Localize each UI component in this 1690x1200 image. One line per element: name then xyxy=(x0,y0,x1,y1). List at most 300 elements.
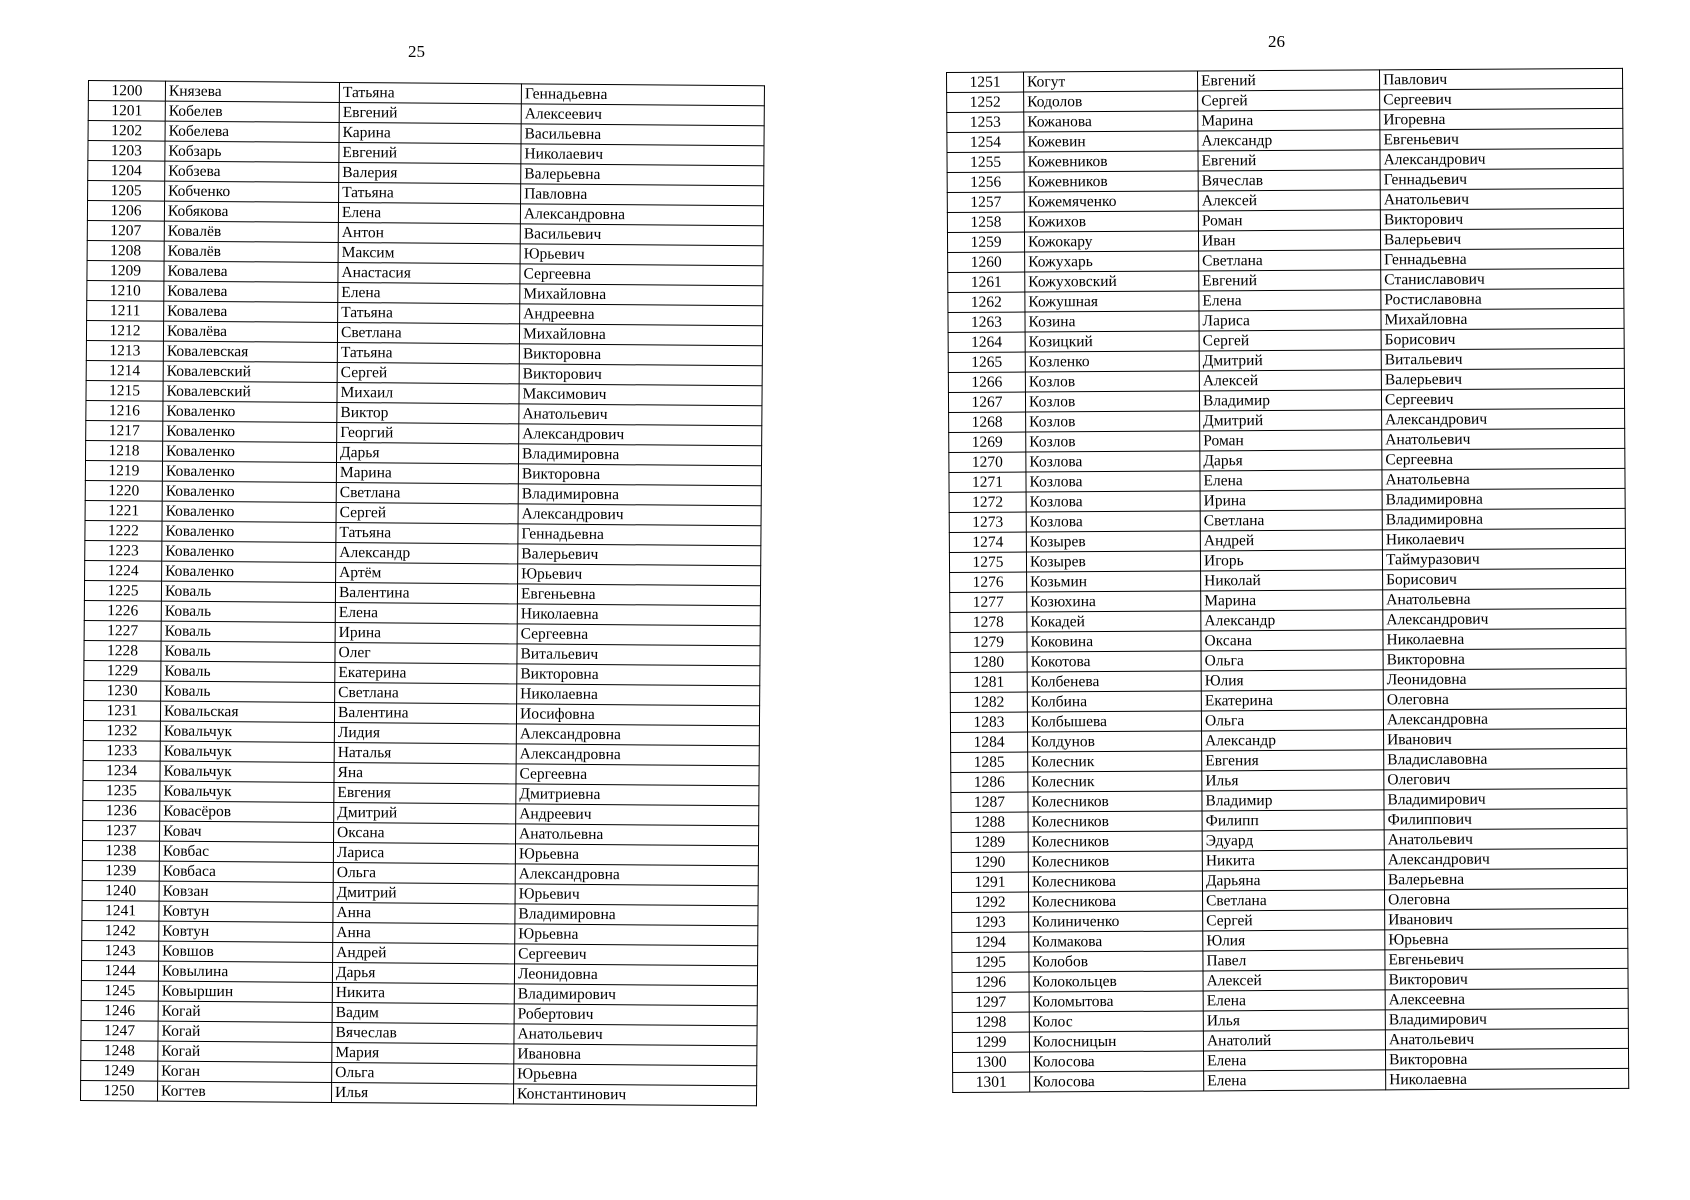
surname-cell: Кожихов xyxy=(1024,211,1198,232)
row-number-cell: 1233 xyxy=(83,740,160,761)
first-name-cell: Татьяна xyxy=(336,522,518,543)
row-number-cell: 1283 xyxy=(950,712,1027,732)
patronymic-cell: Сергеевич xyxy=(1381,388,1624,409)
first-name-cell: Дарья xyxy=(332,962,514,983)
surname-cell: Кобелева xyxy=(165,121,339,142)
patronymic-cell: Николаевна xyxy=(1383,628,1626,649)
surname-cell: Ковшов xyxy=(159,941,333,962)
surname-cell: Козицкий xyxy=(1025,331,1199,352)
surname-cell: Когтев xyxy=(157,1081,331,1102)
patronymic-cell: Владимировна xyxy=(1382,488,1625,509)
first-name-cell: Юлия xyxy=(1201,670,1383,691)
row-number-cell: 1247 xyxy=(81,1020,158,1041)
patronymic-cell: Михайловна xyxy=(1381,308,1624,329)
row-number-cell: 1230 xyxy=(84,680,161,701)
surname-cell: Кобякова xyxy=(164,201,338,222)
first-name-cell: Артём xyxy=(336,562,518,583)
surname-cell: Колесников xyxy=(1028,791,1202,812)
row-number-cell: 1300 xyxy=(952,1052,1029,1072)
first-name-cell: Лидия xyxy=(334,722,516,743)
table-row xyxy=(80,1080,756,1105)
patronymic-cell: Николаевич xyxy=(521,144,764,166)
patronymic-cell: Александрович xyxy=(518,504,761,526)
first-name-cell: Эдуард xyxy=(1202,830,1384,851)
row-number-cell: 1259 xyxy=(947,232,1024,252)
patronymic-cell: Дмитриевна xyxy=(516,784,759,806)
patronymic-cell: Иосифовна xyxy=(516,704,759,726)
first-name-cell: Дарья xyxy=(1200,450,1382,471)
first-name-cell: Дарья xyxy=(337,442,519,463)
patronymic-cell: Владимировна xyxy=(515,904,758,926)
row-number-cell: 1256 xyxy=(947,172,1024,192)
row-number-cell: 1208 xyxy=(87,240,164,261)
surname-cell: Кожокару xyxy=(1024,231,1198,252)
surname-cell: Коваленко xyxy=(162,561,336,582)
row-number-cell: 1252 xyxy=(947,92,1024,112)
first-name-cell: Татьяна xyxy=(338,302,520,323)
surname-cell: Коломытова xyxy=(1029,991,1203,1012)
patronymic-cell: Павлович xyxy=(1379,68,1622,89)
surname-cell: Коваленко xyxy=(162,521,336,542)
surname-cell: Кожушная xyxy=(1025,291,1199,312)
patronymic-cell: Геннадьевна xyxy=(521,84,764,106)
row-number-cell: 1231 xyxy=(83,700,160,721)
row-number-cell: 1273 xyxy=(949,512,1026,532)
names-table-right xyxy=(946,68,1629,1093)
first-name-cell: Евгений xyxy=(1199,270,1381,291)
row-number-cell: 1251 xyxy=(947,72,1024,92)
first-name-cell: Светлана xyxy=(1200,510,1382,531)
first-name-cell: Мария xyxy=(332,1042,514,1063)
surname-cell: Ковылина xyxy=(158,961,332,982)
surname-cell: Когай xyxy=(158,1001,332,1022)
table-row xyxy=(953,1068,1629,1092)
row-number-cell: 1286 xyxy=(951,772,1028,792)
row-number-cell: 1236 xyxy=(83,800,160,821)
row-number-cell: 1262 xyxy=(948,292,1025,312)
patronymic-cell: Сергеевна xyxy=(517,624,760,646)
patronymic-cell: Борисович xyxy=(1383,568,1626,589)
first-name-cell: Ольга xyxy=(333,862,515,883)
surname-cell: Козлова xyxy=(1026,511,1200,532)
surname-cell: Кобзарь xyxy=(165,141,339,162)
row-number-cell: 1225 xyxy=(84,580,161,601)
row-number-cell: 1298 xyxy=(952,1012,1029,1032)
first-name-cell: Николай xyxy=(1201,570,1383,591)
patronymic-cell: Витальевич xyxy=(1381,348,1624,369)
first-name-cell: Марина xyxy=(1198,110,1380,131)
first-name-cell: Дмитрий xyxy=(1199,350,1381,371)
row-number-cell: 1276 xyxy=(950,572,1027,592)
row-number-cell: 1287 xyxy=(951,792,1028,812)
patronymic-cell: Александрович xyxy=(1382,408,1625,429)
row-number-cell: 1223 xyxy=(85,540,162,561)
row-number-cell: 1217 xyxy=(86,420,163,441)
surname-cell: Кобелев xyxy=(165,101,339,122)
row-number-cell: 1270 xyxy=(949,452,1026,472)
patronymic-cell: Алексеевич xyxy=(521,104,764,126)
surname-cell: Коваль xyxy=(161,681,335,702)
surname-cell: Коваленко xyxy=(162,541,336,562)
patronymic-cell: Анатольевич xyxy=(519,404,762,426)
row-number-cell: 1241 xyxy=(82,900,159,921)
first-name-cell: Павел xyxy=(1203,950,1385,971)
first-name-cell: Андрей xyxy=(1200,530,1382,551)
patronymic-cell: Валерьевна xyxy=(1384,868,1627,889)
first-name-cell: Максим xyxy=(338,242,520,263)
first-name-cell: Валерия xyxy=(339,162,521,183)
surname-cell: Кокотова xyxy=(1027,651,1201,672)
first-name-cell: Елена xyxy=(1204,1070,1386,1091)
patronymic-cell: Леонидовна xyxy=(1383,668,1626,689)
first-name-cell: Карина xyxy=(339,122,521,143)
surname-cell: Ковзан xyxy=(159,881,333,902)
row-number-cell: 1238 xyxy=(82,840,159,861)
surname-cell: Кобченко xyxy=(165,181,339,202)
row-number-cell: 1278 xyxy=(950,612,1027,632)
names-table-left xyxy=(80,80,765,1106)
patronymic-cell: Андреевич xyxy=(516,804,759,826)
row-number-cell: 1214 xyxy=(86,360,163,381)
patronymic-cell: Анатольевич xyxy=(1384,828,1627,849)
first-name-cell: Татьяна xyxy=(339,182,521,203)
first-name-cell: Сергей xyxy=(1198,90,1380,111)
patronymic-cell: Александровна xyxy=(516,724,759,746)
patronymic-cell: Викторовна xyxy=(1383,648,1626,669)
surname-cell: Коган xyxy=(158,1061,332,1082)
row-number-cell: 1291 xyxy=(951,872,1028,892)
first-name-cell: Александр xyxy=(1202,730,1384,751)
first-name-cell: Вячеслав xyxy=(1198,170,1380,191)
first-name-cell: Ольга xyxy=(332,1062,514,1083)
row-number-cell: 1279 xyxy=(950,632,1027,652)
patronymic-cell: Геннадьевна xyxy=(518,524,761,546)
surname-cell: Ковальчук xyxy=(160,761,334,782)
row-number-cell: 1296 xyxy=(952,972,1029,992)
first-name-cell: Евгений xyxy=(1197,70,1379,91)
surname-cell: Колесников xyxy=(1028,831,1202,852)
patronymic-cell: Николаевна xyxy=(517,684,760,706)
surname-cell: Ковалёв xyxy=(164,221,338,242)
row-number-cell: 1285 xyxy=(951,752,1028,772)
first-name-cell: Вячеслав xyxy=(332,1022,514,1043)
surname-cell: Колбышева xyxy=(1027,711,1201,732)
first-name-cell: Иван xyxy=(1198,230,1380,251)
surname-cell: Кокадей xyxy=(1027,611,1201,632)
patronymic-cell: Евгеньевна xyxy=(517,584,760,606)
surname-cell: Козленко xyxy=(1025,351,1199,372)
first-name-cell: Филипп xyxy=(1202,810,1384,831)
row-number-cell: 1228 xyxy=(84,640,161,661)
patronymic-cell: Александрович xyxy=(1384,848,1627,869)
patronymic-cell: Евгеньевич xyxy=(1380,128,1623,149)
row-number-cell: 1201 xyxy=(88,101,165,122)
surname-cell: Колесник xyxy=(1028,771,1202,792)
surname-cell: Кожевников xyxy=(1024,151,1198,172)
patronymic-cell: Михайловна xyxy=(519,324,762,346)
surname-cell: Ковальская xyxy=(160,701,334,722)
first-name-cell: Владимир xyxy=(1202,790,1384,811)
first-name-cell: Сергей xyxy=(1199,330,1381,351)
patronymic-cell: Викторовна xyxy=(518,464,761,486)
first-name-cell: Виктор xyxy=(337,402,519,423)
patronymic-cell: Викторовна xyxy=(519,344,762,366)
surname-cell: Ковалева xyxy=(164,261,338,282)
first-name-cell: Михаил xyxy=(337,382,519,403)
first-name-cell: Светлана xyxy=(336,482,518,503)
patronymic-cell: Николаевна xyxy=(517,604,760,626)
row-number-cell: 1289 xyxy=(951,832,1028,852)
patronymic-cell: Валерьевич xyxy=(518,544,761,566)
row-number-cell: 1207 xyxy=(87,220,164,241)
first-name-cell: Алексей xyxy=(1199,370,1381,391)
surname-cell: Козьмин xyxy=(1027,571,1201,592)
first-name-cell: Евгения xyxy=(334,782,516,803)
row-number-cell: 1246 xyxy=(81,1000,158,1021)
patronymic-cell: Владимирович xyxy=(1384,788,1627,809)
first-name-cell: Светлана xyxy=(1203,890,1385,911)
surname-cell: Колдунов xyxy=(1028,731,1202,752)
row-number-cell: 1212 xyxy=(86,320,163,341)
first-name-cell: Лариса xyxy=(333,842,515,863)
patronymic-cell: Анатольевич xyxy=(514,1024,757,1046)
patronymic-cell: Владиславовна xyxy=(1384,748,1627,769)
patronymic-cell: Ивановна xyxy=(514,1044,757,1066)
first-name-cell: Алексей xyxy=(1198,190,1380,211)
row-number-cell: 1226 xyxy=(84,600,161,621)
surname-cell: Ковыршин xyxy=(158,981,332,1002)
surname-cell: Козлов xyxy=(1025,391,1199,412)
patronymic-cell: Александрович xyxy=(519,424,762,446)
surname-cell: Козырев xyxy=(1026,551,1200,572)
surname-cell: Ковбаса xyxy=(159,861,333,882)
patronymic-cell: Юрьевна xyxy=(515,924,758,946)
patronymic-cell: Анатольевна xyxy=(1382,468,1625,489)
row-number-cell: 1203 xyxy=(88,141,165,162)
surname-cell: Когай xyxy=(158,1041,332,1062)
patronymic-cell: Павловна xyxy=(521,184,764,206)
surname-cell: Колбина xyxy=(1027,691,1201,712)
row-number-cell: 1227 xyxy=(84,620,161,641)
patronymic-cell: Николаевна xyxy=(1386,1068,1629,1089)
row-number-cell: 1290 xyxy=(951,852,1028,872)
patronymic-cell: Викторовна xyxy=(517,664,760,686)
surname-cell: Коваленко xyxy=(163,441,337,462)
patronymic-cell: Васильевна xyxy=(521,124,764,146)
surname-cell: Кожевников xyxy=(1024,171,1198,192)
row-number-cell: 1281 xyxy=(950,672,1027,692)
row-number-cell: 1254 xyxy=(947,132,1024,152)
surname-cell: Ковалева xyxy=(164,301,338,322)
patronymic-cell: Михайловна xyxy=(520,284,763,306)
row-number-cell: 1204 xyxy=(88,161,165,182)
row-number-cell: 1213 xyxy=(86,340,163,361)
patronymic-cell: Владимировна xyxy=(1382,508,1625,529)
row-number-cell: 1280 xyxy=(950,652,1027,672)
patronymic-cell: Иванович xyxy=(1385,908,1628,929)
patronymic-cell: Витальевич xyxy=(517,644,760,666)
first-name-cell: Алексей xyxy=(1203,970,1385,991)
row-number-cell: 1274 xyxy=(949,532,1026,552)
patronymic-cell: Олеговна xyxy=(1383,688,1626,709)
row-number-cell: 1200 xyxy=(88,81,165,102)
row-number-cell: 1266 xyxy=(948,372,1025,392)
first-name-cell: Вадим xyxy=(332,1002,514,1023)
first-name-cell: Ольга xyxy=(1201,710,1383,731)
surname-cell: Коваленко xyxy=(162,461,336,482)
first-name-cell: Екатерина xyxy=(1201,690,1383,711)
row-number-cell: 1242 xyxy=(82,920,159,941)
patronymic-cell: Сергеевна xyxy=(520,264,763,286)
row-number-cell: 1211 xyxy=(87,300,164,321)
surname-cell: Козырев xyxy=(1026,531,1200,552)
first-name-cell: Светлана xyxy=(1199,250,1381,271)
surname-cell: Ковач xyxy=(160,821,334,842)
row-number-cell: 1243 xyxy=(82,940,159,961)
first-name-cell: Никита xyxy=(332,982,514,1003)
patronymic-cell: Евгеньевич xyxy=(1385,948,1628,969)
first-name-cell: Дмитрий xyxy=(333,882,515,903)
surname-cell: Князева xyxy=(165,81,339,102)
first-name-cell: Евгений xyxy=(339,102,521,123)
row-number-cell: 1257 xyxy=(947,192,1024,212)
surname-cell: Коваленко xyxy=(163,421,337,442)
patronymic-cell: Юрьевич xyxy=(518,564,761,586)
first-name-cell: Илья xyxy=(1203,1010,1385,1031)
first-name-cell: Валентина xyxy=(335,582,517,603)
surname-cell: Коваль xyxy=(161,621,335,642)
patronymic-cell: Александровна xyxy=(520,204,763,226)
row-number-cell: 1272 xyxy=(949,492,1026,512)
first-name-cell: Александр xyxy=(1198,130,1380,151)
row-number-cell: 1293 xyxy=(952,912,1029,932)
patronymic-cell: Владимирович xyxy=(1385,1008,1628,1029)
surname-cell: Коваленко xyxy=(162,481,336,502)
patronymic-cell: Константинович xyxy=(513,1084,756,1106)
surname-cell: Колесникова xyxy=(1028,871,1202,892)
surname-cell: Козюхина xyxy=(1027,591,1201,612)
first-name-cell: Елена xyxy=(1200,470,1382,491)
surname-cell: Ковасёров xyxy=(160,801,334,822)
row-number-cell: 1248 xyxy=(81,1040,158,1061)
first-name-cell: Илья xyxy=(1202,770,1384,791)
patronymic-cell: Сергеевна xyxy=(1382,448,1625,469)
surname-cell: Колосова xyxy=(1029,1051,1203,1072)
row-number-cell: 1282 xyxy=(950,692,1027,712)
row-number-cell: 1221 xyxy=(85,500,162,521)
row-number-cell: 1292 xyxy=(952,892,1029,912)
patronymic-cell: Юрьевич xyxy=(520,244,763,266)
patronymic-cell: Олегович xyxy=(1384,768,1627,789)
row-number-cell: 1271 xyxy=(949,472,1026,492)
patronymic-cell: Валерьевич xyxy=(1381,368,1624,389)
surname-cell: Ковалевский xyxy=(163,361,337,382)
surname-cell: Коваленко xyxy=(162,501,336,522)
row-number-cell: 1244 xyxy=(81,960,158,981)
patronymic-cell: Владимирович xyxy=(514,984,757,1006)
row-number-cell: 1261 xyxy=(948,272,1025,292)
row-number-cell: 1234 xyxy=(83,760,160,781)
row-number-cell: 1202 xyxy=(88,121,165,142)
surname-cell: Ковалевский xyxy=(163,381,337,402)
surname-cell: Кожуховский xyxy=(1025,271,1199,292)
surname-cell: Колесник xyxy=(1028,751,1202,772)
first-name-cell: Дмитрий xyxy=(1200,410,1382,431)
row-number-cell: 1275 xyxy=(949,552,1026,572)
patronymic-cell: Александрович xyxy=(1383,608,1626,629)
patronymic-cell: Игоревна xyxy=(1380,108,1623,129)
surname-cell: Коваль xyxy=(161,581,335,602)
surname-cell: Колмакова xyxy=(1029,931,1203,952)
surname-cell: Козлов xyxy=(1026,411,1200,432)
first-name-cell: Татьяна xyxy=(337,342,519,363)
first-name-cell: Елена xyxy=(1203,1050,1385,1071)
first-name-cell: Валентина xyxy=(334,702,516,723)
patronymic-cell: Анатольевич xyxy=(1385,1028,1628,1049)
row-number-cell: 1206 xyxy=(87,201,164,222)
row-number-cell: 1299 xyxy=(952,1032,1029,1052)
first-name-cell: Юлия xyxy=(1203,930,1385,951)
row-number-cell: 1288 xyxy=(951,812,1028,832)
first-name-cell: Антон xyxy=(338,222,520,243)
patronymic-cell: Викторович xyxy=(1380,208,1623,229)
row-number-cell: 1268 xyxy=(949,412,1026,432)
first-name-cell: Владимир xyxy=(1199,390,1381,411)
row-number-cell: 1294 xyxy=(952,932,1029,952)
surname-cell: Колос xyxy=(1029,1011,1203,1032)
patronymic-cell: Леонидовна xyxy=(514,964,757,986)
patronymic-cell: Анатольевна xyxy=(1383,588,1626,609)
patronymic-cell: Владимировна xyxy=(518,444,761,466)
surname-cell: Кожанова xyxy=(1024,111,1198,132)
patronymic-cell: Юрьевна xyxy=(515,844,758,866)
patronymic-cell: Юрьевич xyxy=(515,884,758,906)
row-number-cell: 1209 xyxy=(87,260,164,281)
row-number-cell: 1265 xyxy=(948,352,1025,372)
patronymic-cell: Валерьевич xyxy=(1380,228,1623,249)
surname-cell: Колобов xyxy=(1029,951,1203,972)
row-number-cell: 1260 xyxy=(948,252,1025,272)
row-number-cell: 1205 xyxy=(88,181,165,202)
first-name-cell: Ирина xyxy=(1200,490,1382,511)
row-number-cell: 1215 xyxy=(86,380,163,401)
patronymic-cell: Геннадьевич xyxy=(1380,168,1623,189)
first-name-cell: Марина xyxy=(336,462,518,483)
first-name-cell: Лариса xyxy=(1199,310,1381,331)
row-number-cell: 1235 xyxy=(83,780,160,801)
first-name-cell: Марина xyxy=(1201,590,1383,611)
first-name-cell: Ирина xyxy=(335,622,517,643)
row-number-cell: 1240 xyxy=(82,880,159,901)
patronymic-cell: Александровна xyxy=(515,864,758,886)
surname-cell: Колесникова xyxy=(1029,891,1203,912)
first-name-cell: Анастасия xyxy=(338,262,520,283)
surname-cell: Кожевин xyxy=(1024,131,1198,152)
row-number-cell: 1269 xyxy=(949,432,1026,452)
surname-cell: Ковальчук xyxy=(160,741,334,762)
surname-cell: Колосницын xyxy=(1029,1031,1203,1052)
row-number-cell: 1219 xyxy=(85,460,162,481)
surname-cell: Колосова xyxy=(1030,1071,1204,1092)
row-number-cell: 1249 xyxy=(81,1060,158,1081)
page-number-left: 25 xyxy=(408,42,425,61)
surname-cell: Кодолов xyxy=(1024,91,1198,112)
first-name-cell: Илья xyxy=(331,1082,513,1103)
surname-cell: Колесников xyxy=(1028,851,1202,872)
first-name-cell: Дмитрий xyxy=(334,802,516,823)
surname-cell: Коваль xyxy=(161,601,335,622)
patronymic-cell: Борисович xyxy=(1381,328,1624,349)
